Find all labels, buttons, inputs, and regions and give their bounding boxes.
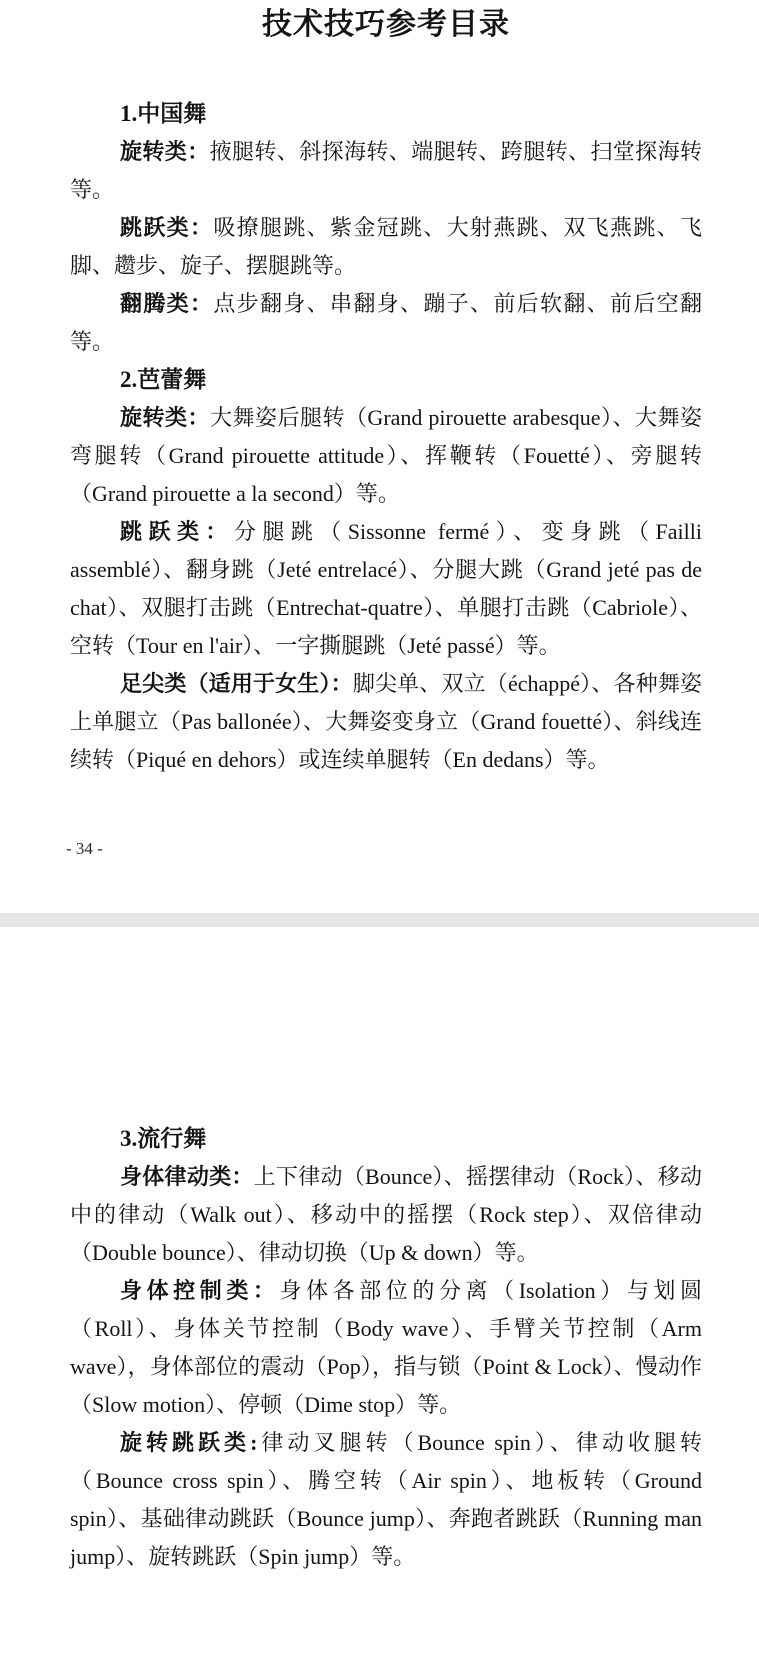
category-text: 点步翻身、串翻身、蹦子、前后软翻、前后空翻等。 [70, 291, 702, 354]
document-title: 技术技巧参考目录 [262, 8, 510, 41]
paragraph-street-spin-jump [70, 1424, 702, 1576]
category-label: 跳跃类： [120, 215, 214, 240]
category-text: 身体各部位的分离（Isolation）与划圆（Roll）、身体关节控制（Body wave）、手臂关节控制（Arm wave），身体部位的震动（Pop），指与锁（Point & Lock）、慢动作（Slow motion）、停顿（Dime stop）等。 [70, 1278, 702, 1417]
paragraph-ballet-jumps [70, 513, 702, 665]
section-heading-ballet: 2.芭蕾舞 [120, 367, 207, 392]
page-separator [0, 913, 759, 927]
paragraph-ballet-pointe [70, 665, 702, 779]
category-label: 翻腾类： [120, 291, 214, 316]
category-text: 大舞姿后腿转（Grand pirouette arabesque）、大舞姿弯腿转（Grand pirouette attitude）、挥鞭转（Fouetté）、旁腿转（Grand pirouette a la second）等。 [70, 405, 702, 506]
paragraph-cn-tumbling [70, 285, 702, 361]
category-text: 上下律动（Bounce）、摇摆律动（Rock）、移动中的律动（Walk out）、移动中的摇摆（Rock step）、双倍律动（Double bounce）、律动切换（Up & down）等。 [70, 1164, 702, 1265]
category-label: 身体控制类： [120, 1278, 280, 1303]
paragraph-ballet-rotation [70, 399, 702, 513]
category-label: 旋转类： [120, 405, 210, 430]
category-text: 分腿跳（Sissonne fermé）、变身跳（Failli assemblé）、翻身跳（Jeté entrelacé）、分腿大跳（Grand jeté pas de chat）、双腿打击跳（Entrechat-quatre）、单腿打击跳（Cabriole）、空转（Tour en l'air）、一字撕腿跳（Jeté passé）等。 [70, 519, 702, 658]
category-label: 足尖类（适用于女生）： [120, 671, 353, 696]
category-text: 律动叉腿转（Bounce spin）、律动收腿转（Bounce cross spin）、腾空转（Air spin）、地板转（Ground spin）、基础律动跳跃（Bounce jump）、奔跑者跳跃（Running man jump）、旋转跳跃（Spin jump）等。 [70, 1430, 702, 1569]
paragraph-street-control [70, 1272, 702, 1424]
page-number: - 34 - [66, 839, 103, 858]
category-text: 吸撩腿跳、紫金冠跳、大射燕跳、双飞燕跳、飞脚、趱步、旋子、摆腿跳等。 [70, 215, 702, 278]
category-label: 跳跃类： [120, 519, 234, 544]
document-page-2 [0, 927, 759, 1653]
paragraph-cn-rotation [70, 133, 702, 209]
category-label: 旋转类： [120, 139, 210, 164]
category-text: 脚尖单、双立（échappé）、各种舞姿上单腿立（Pas ballonée）、大舞姿变身立（Grand fouetté）、斜线连续转（Piqué en dehors）或连续单腿转（En dedans）等。 [70, 671, 702, 772]
paragraph-cn-jumps [70, 209, 702, 285]
paragraph-street-groove [70, 1158, 702, 1272]
category-label: 旋转跳跃类: [120, 1430, 258, 1455]
category-text: 掖腿转、斜探海转、端腿转、跨腿转、扫堂探海转等。 [70, 139, 702, 202]
category-label: 身体律动类： [120, 1164, 254, 1189]
section-heading-street-dance: 3.流行舞 [120, 1126, 207, 1151]
section-heading-chinese-dance: 1.中国舞 [120, 101, 207, 126]
